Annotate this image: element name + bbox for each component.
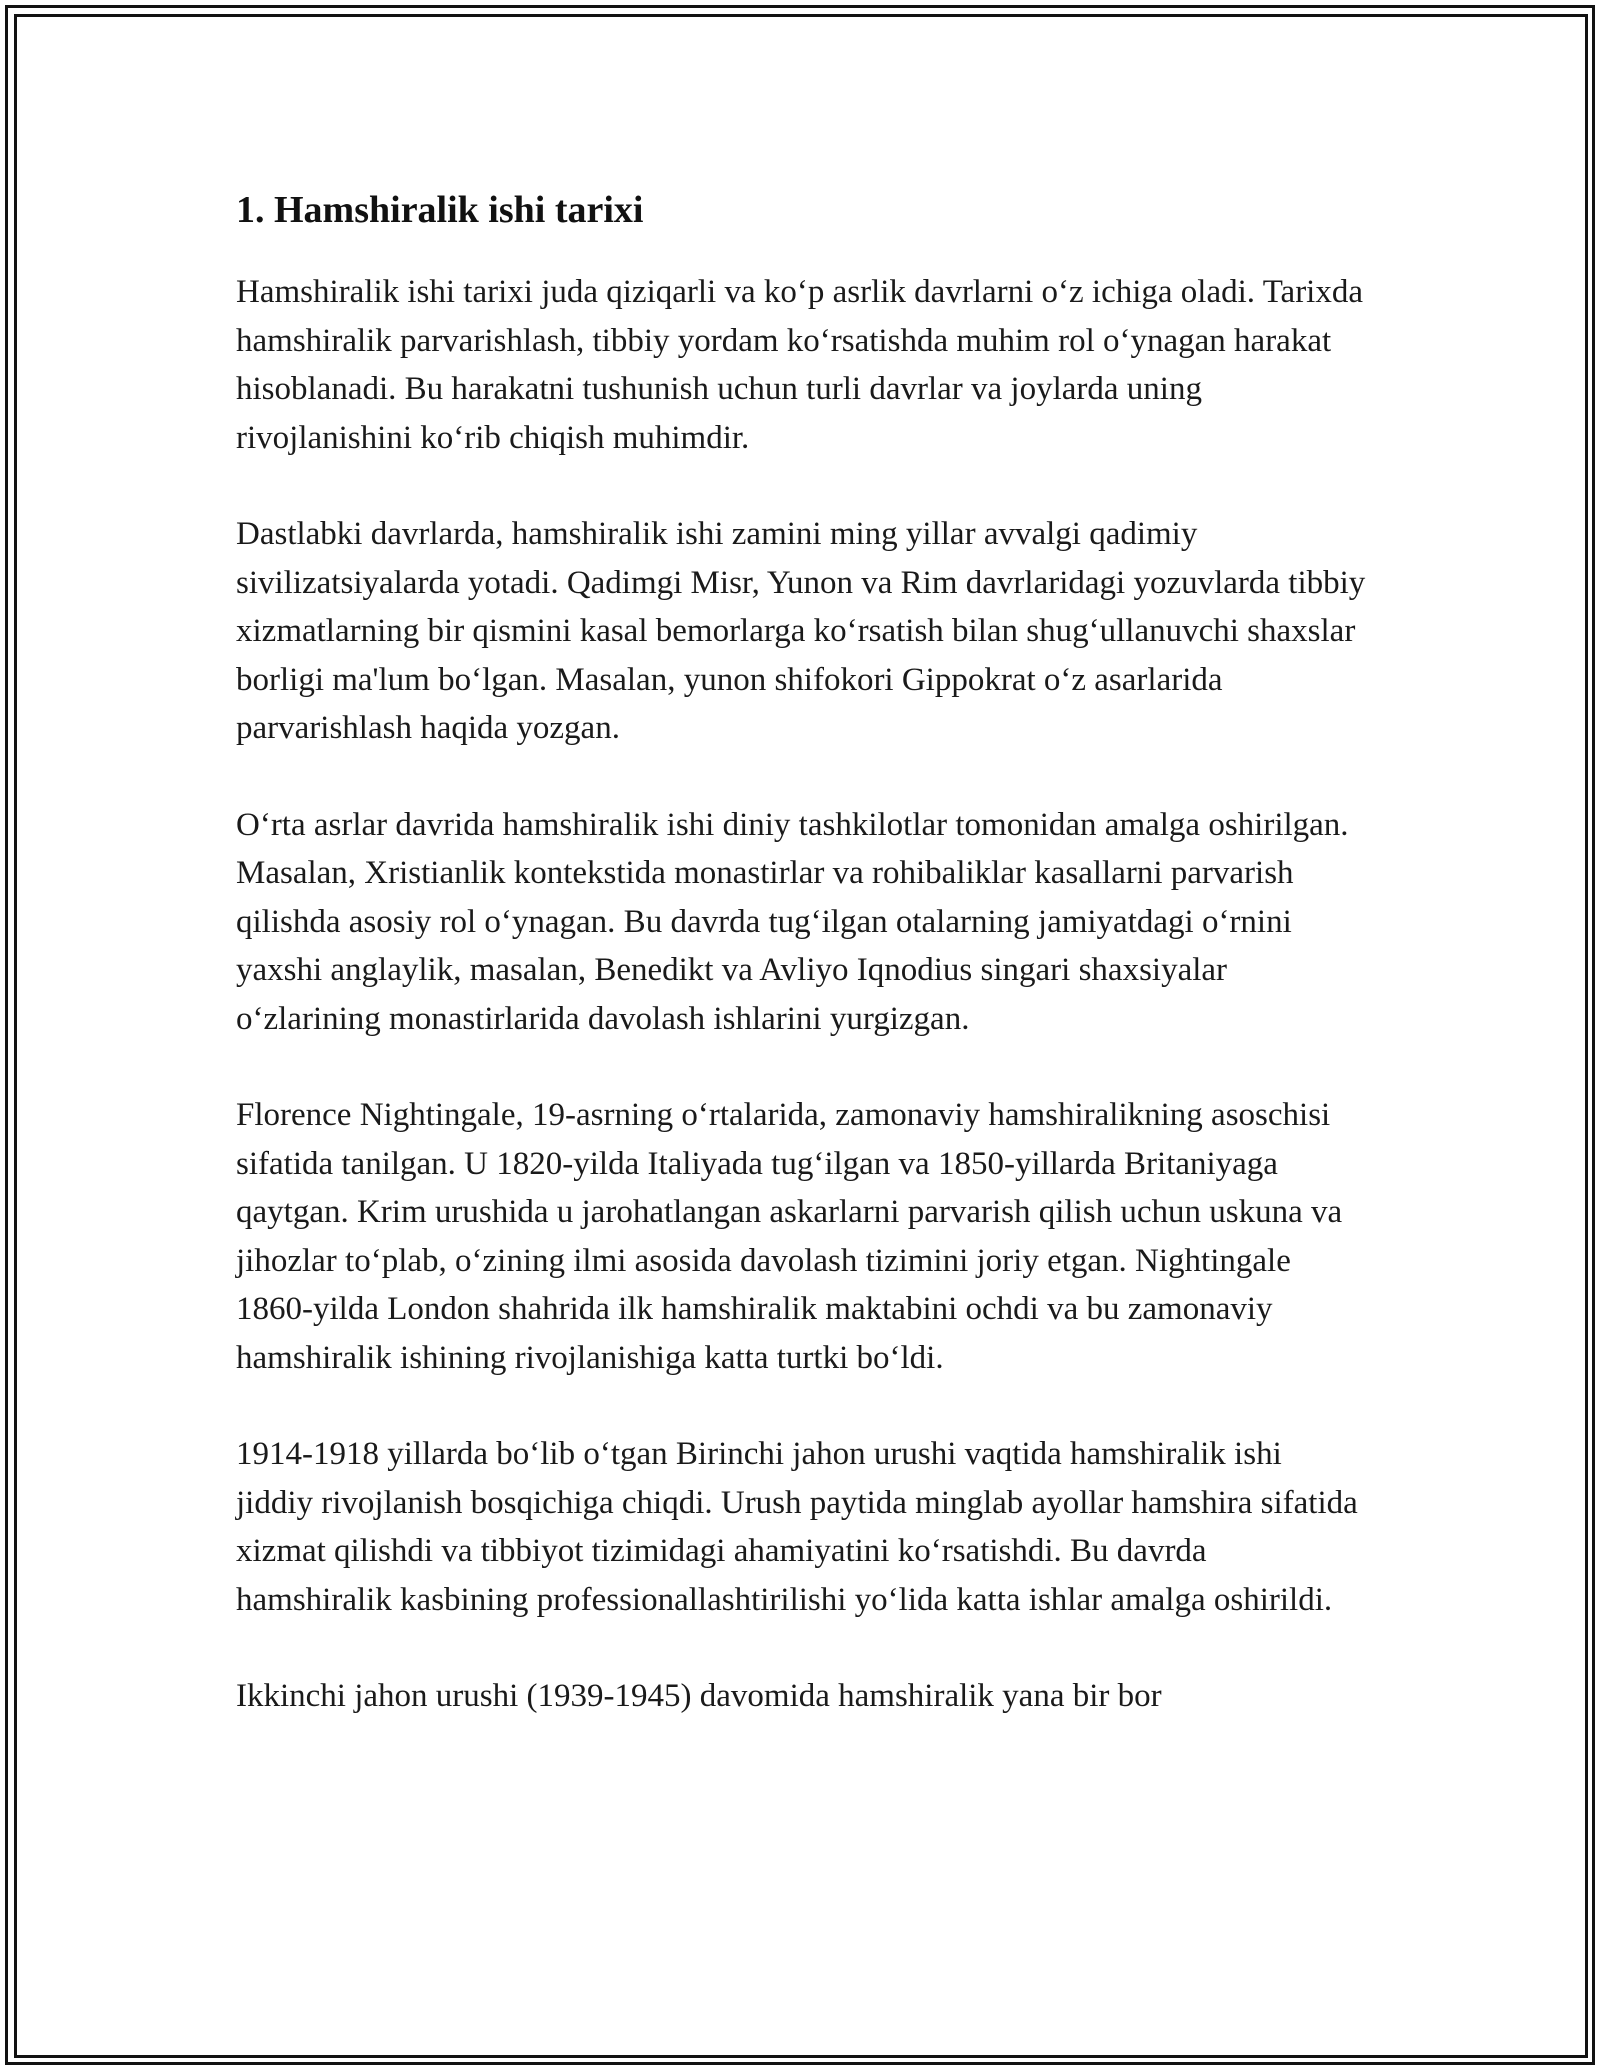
paragraph-world-war-one: 1914-1918 yillarda bo‘lib o‘tgan Birinchi jahon urushi vaqtida hamshiralik ishi jiddiy rivojlanish bosqichiga chiqdi. Urush paytida minglab ayollar hamshira sifatida xizmat qilishdi va tibbiyot tizimidagi ahamiyatini ko‘rsatishdi. Bu davrda hamshiralik kasbining professionallashtirilishi yo‘lida katta ishlar amalga oshirildi. [236, 1436, 1358, 1618]
paragraph-intro: Hamshiralik ishi tarixi juda qiziqarli va ko‘p asrlik davrlarni o‘z ichiga oladi. Tarixda hamshiralik parvarishlash, tibbiy yordam ko‘rsatishda muhim rol o‘ynagan harakat hisoblanadi. Bu harakatni tushunish uchun turli davrlar va joylarda uning rivojlanishini ko‘rib chiqish muhimdir. [236, 274, 1363, 456]
paragraph-nightingale: Florence Nightingale, 19-asrning o‘rtalarida, zamonaviy hamshiralikning asoschisi sifatida tanilgan. U 1820-yilda Italiyada tug‘ilgan va 1850-yillarda Britaniyaga qaytgan. Krim urushida u jarohatlangan askarlarni parvarish qilish uchun uskuna va jihozlar to‘plab, o‘zining ilmi asosida davolash tizimini joriy etgan. Nightingale 1860-yilda London shahrida ilk hamshiralik maktabini ochdi va bu zamonaviy hamshiralik ishining rivojlanishiga katta turtki bo‘ldi. [236, 1097, 1343, 1376]
paragraph-world-war-two: Ikkinchi jahon urushi (1939-1945) davomida hamshiralik yana bir bor [236, 1678, 1162, 1714]
document-page [236, 186, 1366, 1769]
paragraph-ancient-era: Dastlabki davrlarda, hamshiralik ishi zamini ming yillar avvalgi qadimiy sivilizatsiyalarda yotadi. Qadimgi Misr, Yunon va Rim davrlaridagi yozuvlarda tibbiy xizmatlarning bir qismini kasal bemorlarga ko‘rsatish bilan shug‘ullanuvchi shaxslar borligi ma'lum bo‘lgan. Masalan, yunon shifokori Gippokrat o‘z asarlarida parvarishlash haqida yozgan. [236, 516, 1366, 746]
section-heading: 1. Hamshiralik ishi tarixi [236, 189, 644, 231]
paragraph-middle-ages: O‘rta asrlar davrida hamshiralik ishi diniy tashkilotlar tomonidan amalga oshirilgan. Masalan, Xristianlik kontekstida monastirlar va rohibaliklar kasallarni parvarish qilishda asosiy rol o‘ynagan. Bu davrda tug‘ilgan otalarning jamiyatdagi o‘rnini yaxshi anglaylik, masalan, Benedikt va Avliyo Iqnodius singari shaxsiyalar o‘zlarining monastirlarida davolash ishlarini yurgizgan. [236, 806, 1349, 1037]
